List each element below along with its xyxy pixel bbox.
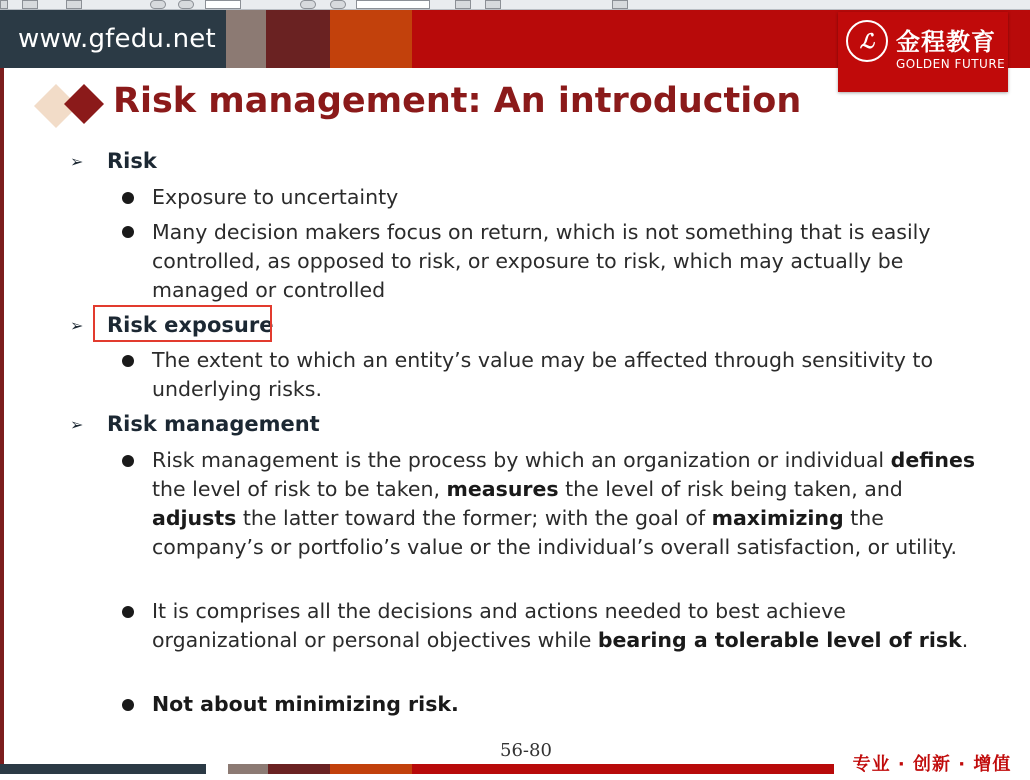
bullet-dot-icon [122,606,134,618]
bold-term: bearing a tolerable level of risk [597,628,962,652]
slide-title: Risk management: An introduction [113,81,802,121]
bold-term: measures [446,477,559,501]
bullet-text [152,446,982,562]
text-run: the level of risk to be taken, [152,477,447,501]
bullet-dot-icon [122,226,134,238]
arrow-bullet-icon: ➢ [70,152,84,171]
seal-icon: ℒ [846,20,888,62]
bullet-text: Exposure to uncertainty [152,185,399,209]
page-number: 56-80 [500,740,552,761]
arrow-bullet-icon: ➢ [70,415,84,434]
bold-term: adjusts [152,506,237,530]
text-run: the company’s or portfolio’s value or the individual’s overall satisfaction, or utility. [152,506,958,559]
text-run: It is comprises all the decisions and actions needed to best achieve organizational or personal objectives while [152,599,846,652]
section-heading: Risk management [107,412,320,436]
footer-band [206,764,228,774]
bullet-dot-icon [122,192,134,204]
logo-chinese-name: 金程教育 [896,28,996,56]
site-url: www.gfedu.net [18,24,216,54]
bold-term: defines [890,448,976,472]
text-run: . [961,628,969,652]
footer-band [268,764,330,774]
section-heading: Risk [107,149,157,173]
section-heading: Risk exposure [107,313,274,337]
text-run: the latter toward the former; with the goal of [236,506,712,530]
bullet-dot-icon [122,355,134,367]
footer-band [330,764,412,774]
arrow-bullet-icon: ➢ [70,316,84,335]
footer-band [228,764,268,774]
bullet-text: Many decision makers focus on return, which is not something that is easily controlled, as opposed to risk, or exposure to risk, which may actually be managed or controlled [152,220,931,302]
footer-band [0,764,206,774]
text-run: Risk management is the process by which an organization or individual [152,448,891,472]
highlight-box [93,305,272,342]
bold-term: maximizing [711,506,844,530]
footer-band [412,764,834,774]
bullet-text [152,597,982,655]
bullet-dot-icon [122,455,134,467]
bullet-text: Not about minimizing risk. [152,692,459,716]
slogan: 专业 · 创新 · 增值 [834,752,1030,778]
text-run: the level of risk being taken, and [558,477,903,501]
bullet-text: The extent to which an entity’s value may be affected through sensitivity to underlying risks. [152,348,933,401]
bullet-dot-icon [122,699,134,711]
logo-english-name: GOLDEN FUTURE [896,57,1006,71]
